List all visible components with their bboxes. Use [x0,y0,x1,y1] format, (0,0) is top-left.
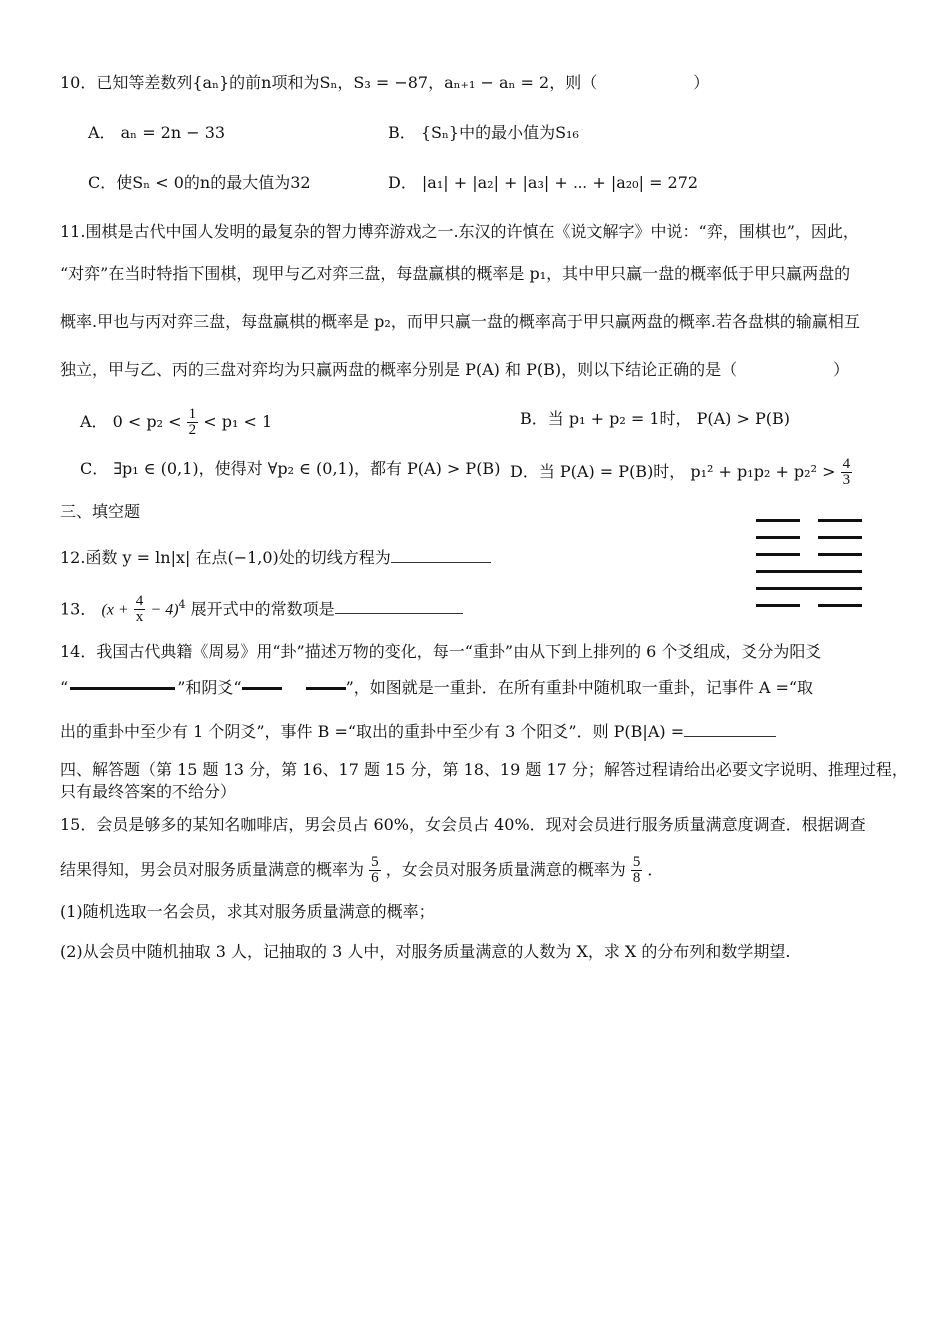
q13-answer-blank[interactable] [335,595,463,614]
yang-line-icon [70,687,175,690]
q12-text: 12.函数 y = ln|x| 在点(−1,0)处的切线方程为 [60,548,391,567]
hexagram-yin-line-left [756,519,800,522]
fraction-numerator: 4 [135,593,144,610]
fraction-denominator: 8 [632,870,641,886]
q10-option-b: B． {Sₙ}中的最小值为S₁₆ [388,123,579,142]
fraction-denominator: 2 [188,422,197,438]
hexagram-yin-line-left [756,553,800,556]
q11-option-a-post: < p₁ < 1 [203,412,273,431]
q11-option-d-fraction [841,457,853,488]
q11-option-c: C． ∃p₁ ∈ (0,1)，使得对 ∀p₂ ∈ (0,1)，都有 P(A) > P(B) [80,459,501,478]
q11-line-1: 11.围棋是古代中国人发明的最复杂的智力博弈游戏之一.东汉的许慎在《说文解字》中说：“弈，围棋也”，因此， [60,222,859,241]
q15-part-1: (1)随机选取一名会员，求其对服务质量满意的概率； [60,902,435,921]
section-heading-answers: 四、解答题（第 15 题 13 分，第 16、17 题 15 分，第 18、19 题 17 分；解答过程请给出必要文字说明、推理过程， [60,760,908,779]
fraction-denominator: x [135,609,144,626]
q15-part-2: (2)从会员中随机抽取 3 人，记抽取的 3 人中，对服务质量满意的人数为 X，求 X 的分布列和数学期望. [60,942,791,961]
q10-stem: 10．已知等差数列{aₙ}的前n项和为Sₙ，S₃ = −87，aₙ₊₁ − aₙ = 2，则（ ） [60,73,710,92]
q14-text-event-b: 出的重卦中至少有 1 个阴爻”，事件 B =“取出的重卦中至少有 3 个阳爻”．则 P(B|A) = [60,722,685,741]
q15-text-end: ． [647,860,664,879]
q13-number: 13． [60,599,97,619]
fraction-denominator: 6 [371,870,379,886]
hexagram-figure [756,515,864,615]
hexagram-yin-line-right [818,519,862,522]
fraction-numerator: 5 [371,854,379,870]
q13-expr-left: (x + [101,601,129,619]
hexagram-yang-line [756,587,862,590]
q15-text-female: ，女会员对服务质量满意的概率为 [385,860,626,879]
q14-text-and-yin: ”和阴爻“ [177,678,242,697]
q13 [60,593,463,625]
yin-line-right-icon [306,687,346,690]
section-heading-answers-note: 只有最终答案的不给分） [60,782,237,801]
q11-line-2: “对弈”在当时特指下围棋，现甲与乙对弈三盘，每盘赢棋的概率是 p₁，其中甲只赢一盘的概率低于甲只赢两盘的 [60,264,851,283]
fraction-numerator: 1 [188,406,197,422]
q15-fraction-male [369,855,381,886]
q15-fraction-female [631,855,643,886]
q11-option-d-pre: D．当 P(A) = P(B)时， p₁² + p₁p₂ + p₂² > [510,462,836,481]
q14-line-2 [60,676,813,700]
q12 [60,544,491,570]
hexagram-yang-line [756,570,862,573]
q11-option-a-fraction [187,407,199,438]
q11-option-a [80,407,272,438]
fraction-numerator: 4 [842,456,851,472]
q10-option-c: C．使Sₙ < 0的n的最大值为32 [88,173,311,192]
q14-line-1: 14．我国古代典籍《周易》用“卦”描述万物的变化，每一“重卦”由从下到上排列的 6 个爻组成，爻分为阳爻 [60,642,822,661]
fraction-denominator: 3 [842,472,851,488]
q14-line-3 [60,718,776,744]
q13-exponent: 4 [178,598,186,611]
q13-expr-right: − 4) [150,601,179,619]
q13-text: 展开式中的常数项是 [190,599,335,619]
hexagram-yin-line-left [756,604,800,607]
q15-text-male: 结果得知，男会员对服务质量满意的概率为 [60,860,365,879]
q11-option-d [510,457,852,488]
hexagram-yin-line-left [756,536,800,539]
q11-option-a-pre: A． 0 < p₂ < [80,412,182,431]
q12-answer-blank[interactable] [391,544,491,563]
yin-line-left-icon [242,687,282,690]
hexagram-yin-line-right [818,553,862,556]
q15-line-2 [60,855,663,886]
q10-option-d: D． |a₁| + |a₂| + |a₃| + ⋯ + |a₂₀| = 272 [388,173,699,192]
q14-answer-blank[interactable] [684,718,776,737]
q10-option-a: A． aₙ = 2n − 33 [88,123,226,142]
fraction-numerator: 5 [632,854,641,870]
section-heading-fill-in: 三、填空题 [60,502,141,521]
hexagram-yin-line-right [818,536,862,539]
q11-line-4: 独立，甲与乙、丙的三盘对弈均为只赢两盘的概率分别是 P(A) 和 P(B)，则以下结论正确的是（ ） [60,360,850,379]
q14-text-event-a: ”，如图就是一重卦．在所有重卦中随机取一重卦，记事件 A =“取 [345,678,814,697]
hexagram-yin-line-right [818,604,862,607]
q14-quote-open: “ [60,678,69,697]
q13-fraction [134,594,146,625]
q15-line-1: 15．会员是够多的某知名咖啡店，男会员占 60%，女会员占 40%．现对会员进行服务质量满意度调查．根据调查 [60,815,866,834]
q11-line-3: 概率.甲也与丙对弈三盘，每盘赢棋的概率是 p₂，而甲只赢一盘的概率高于甲只赢两盘的概率.若各盘棋的输赢相互 [60,312,860,331]
q11-option-b: B．当 p₁ + p₂ = 1时， P(A) > P(B) [520,409,790,428]
